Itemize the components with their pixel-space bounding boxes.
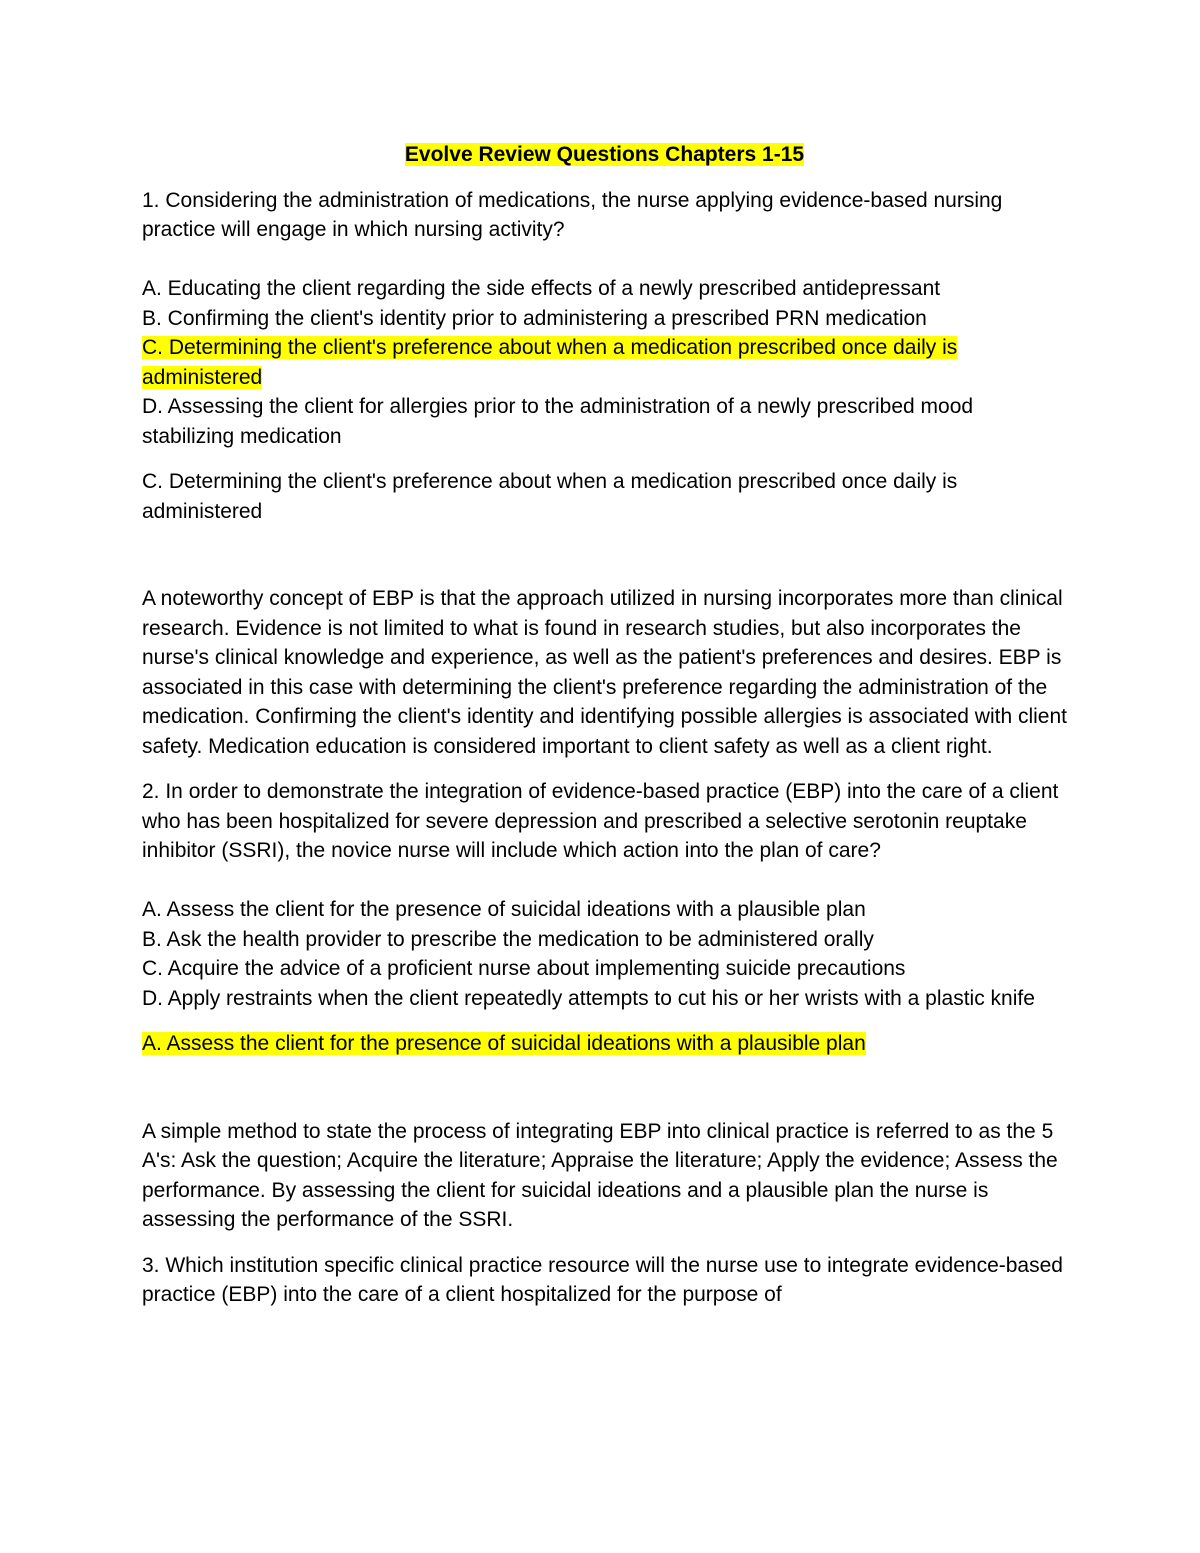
title-block (142, 140, 1067, 170)
question-1-rationale: A noteworthy concept of EBP is that the approach utilized in nursing incorporates more than clinical research. Evidence is not limited to what is found in research studies, but also incorporates the nurse's clinical knowledge and experience, as well as the patient's preferences and desires. EBP is associated in this case with determining the client's preference regarding the administration of the medication. Confirming the client's identity and identifying possible allergies is associated with client safety. Medication education is considered important to client safety as well as a client right. (142, 587, 1067, 758)
question-2-answer (142, 1029, 1067, 1059)
question-2-option-c: C. Acquire the advice of a proficient nurse about implementing suicide precautions (142, 957, 906, 980)
question-2-stem: 2. In order to demonstrate the integration of evidence-based practice (EBP) into the care of a client who has been hospitalized for severe depression and prescribed a selective serotonin reuptake inhibitor (SSRI), the novice nurse will include which action into the plan of care? (142, 780, 1059, 862)
question-3-stem: 3. Which institution specific clinical practice resource will the nurse use to integrate evidence-based practice (EBP) into the care of a client hospitalized for the purpose of (142, 1253, 1063, 1306)
question-2-option-b: B. Ask the health provider to prescribe the medication to be administered orally (142, 927, 874, 951)
question-1-option-c (142, 333, 1067, 392)
document-page (142, 140, 1067, 1310)
question-1-answer: C. Determining the client's preference about when a medication prescribed once daily is administered (142, 470, 958, 523)
document-title: Evolve Review Questions Chapters 1-15 (404, 143, 805, 166)
question-2-answer-highlight: A. Assess the client for the presence of suicidal ideations with a plausible plan (142, 1032, 866, 1055)
question-1-option-d: D. Assessing the client for allergies prior to the administration of a newly prescribed mood stabilizing medication (142, 395, 974, 448)
question-2-option-a: A. Assess the client for the presence of suicidal ideations with a plausible plan (142, 898, 866, 921)
question-2-option-d: D. Apply restraints when the client repeatedly attempts to cut his or her wrists with a plastic knife (142, 986, 1035, 1010)
question-2-rationale: A simple method to state the process of integrating EBP into clinical practice is referred to as the 5 A's: Ask the question; Acquire the literature; Appraise the literature; Apply the evidence; Assess the performance. By assessing the client for suicidal ideations and a plausible plan the nurse is assessing the performance of the SSRI. (142, 1119, 1058, 1231)
question-1-option-a: A. Educating the client regarding the side effects of a newly prescribed antidepressant (142, 277, 941, 300)
question-1-option-b: B. Confirming the client's identity prior to administering a prescribed PRN medication (142, 306, 927, 330)
question-1-stem: 1. Considering the administration of medications, the nurse applying evidence-based nursing practice will engage in which nursing activity? (142, 188, 1003, 241)
question-1-option-c-highlight: C. Determining the client's preference about when a medication prescribed once daily is administered (142, 336, 958, 389)
